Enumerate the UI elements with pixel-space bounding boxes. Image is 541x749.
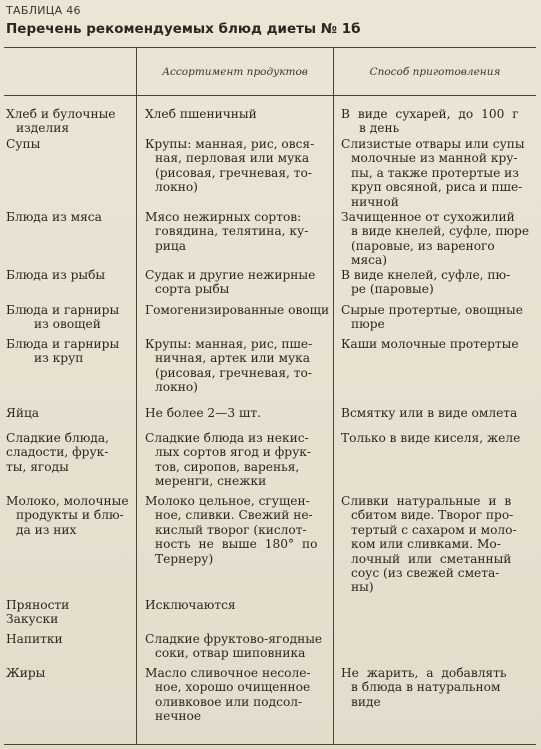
top-rule (4, 47, 536, 48)
row-fats-products: Масло сливочное несоле- ное, хорошо очищенное оливковое или подсол- нечное (145, 666, 311, 724)
row-eggs-category: Яйца (6, 406, 40, 420)
header-method: Способ приготовления (369, 66, 501, 78)
row-soups-method: Слизистые отвары или супы молочные из манной кру- пы, а также протертые из круп овсяной, риса и пше- ничной (341, 137, 525, 209)
row-bread-category: Хлеб и булочные изделия (6, 107, 116, 136)
row-meat-category: Блюда из мяса (6, 210, 102, 224)
row-milk-method: Сливки натуральные и в сбитом виде. Творог про- тертый с сахаром и моло- ком или сливками. Мо- лочный или сметанный соус (из свежей смета- ны) (341, 494, 517, 595)
table-title: Перечень рекомендуемых блюд диеты № 1б (6, 21, 361, 37)
row-cereals-method: Каши молочные протертые (341, 337, 519, 351)
row-drinks-category: Напитки (6, 632, 63, 646)
row-bread-products: Хлеб пшеничный (145, 107, 257, 121)
row-meat-products: Мясо нежирных сортов: говядина, телятина, ку- рица (145, 210, 309, 253)
row-vegetables-method: Сырые протертые, овощные пюре (341, 303, 523, 332)
row-vegetables-products: Гомогенизированные овощи (145, 303, 330, 317)
bottom-rule (4, 744, 536, 745)
row-bread-method: В виде сухарей, до 100 г в день (341, 107, 519, 136)
column-divider-1 (136, 47, 137, 744)
row-eggs-products: Не более 2—3 шт. (145, 406, 261, 420)
row-drinks-products: Сладкие фруктово-ягодные соки, отвар шиповника (145, 632, 323, 661)
row-spices-products: Исключаются (145, 598, 236, 612)
row-cereals-category: Блюда и гарниры из круп (6, 337, 120, 366)
header-products: Ассортимент продуктов (162, 66, 308, 78)
row-spices-category: Пряности Закуски (6, 598, 70, 627)
row-sweets-method: Только в виде киселя, желе (341, 431, 521, 445)
row-soups-products: Крупы: манная, рис, овся- ная, перловая или мука (рисовая, гречневая, то- локно) (145, 137, 315, 195)
row-fish-method: В виде кнелей, суфле, пю- ре (паровые) (341, 268, 511, 297)
row-soups-category: Супы (6, 137, 41, 151)
row-fish-category: Блюда из рыбы (6, 268, 106, 282)
row-vegetables-category: Блюда и гарниры из овощей (6, 303, 120, 332)
row-milk-products: Молоко цельное, сгущен- ное, сливки. Свежий не- кислый творог (кислот- ность не выше 180° по Тернеру) (145, 494, 318, 566)
row-cereals-products: Крупы: манная, рис, пше- ничная, артек или мука (рисовая, гречневая, то- локно) (145, 337, 313, 395)
row-fish-products: Судак и другие нежирные сорта рыбы (145, 268, 316, 297)
column-divider-2 (333, 47, 334, 744)
row-meat-method: Зачищенное от сухожилий в виде кнелей, суфле, пюре (паровые, из вареного мяса) (341, 210, 530, 268)
header-rule (4, 95, 536, 96)
row-eggs-method: Всмятку или в виде омлета (341, 406, 518, 420)
row-milk-category: Молоко, молочные продукты и блю- да из них (6, 494, 129, 537)
row-fats-method: Не жарить, а добавлять в блюда в натуральном виде (341, 666, 507, 709)
row-sweets-products: Сладкие блюда из некис- лых сортов ягод и фрук- тов, сиропов, варенья, меренги, снежки (145, 431, 312, 489)
row-sweets-category: Сладкие блюда, сладости, фрук- ты, ягоды (6, 431, 109, 474)
row-fats-category: Жиры (6, 666, 46, 680)
table-number: ТАБЛИЦА 46 (6, 4, 81, 17)
